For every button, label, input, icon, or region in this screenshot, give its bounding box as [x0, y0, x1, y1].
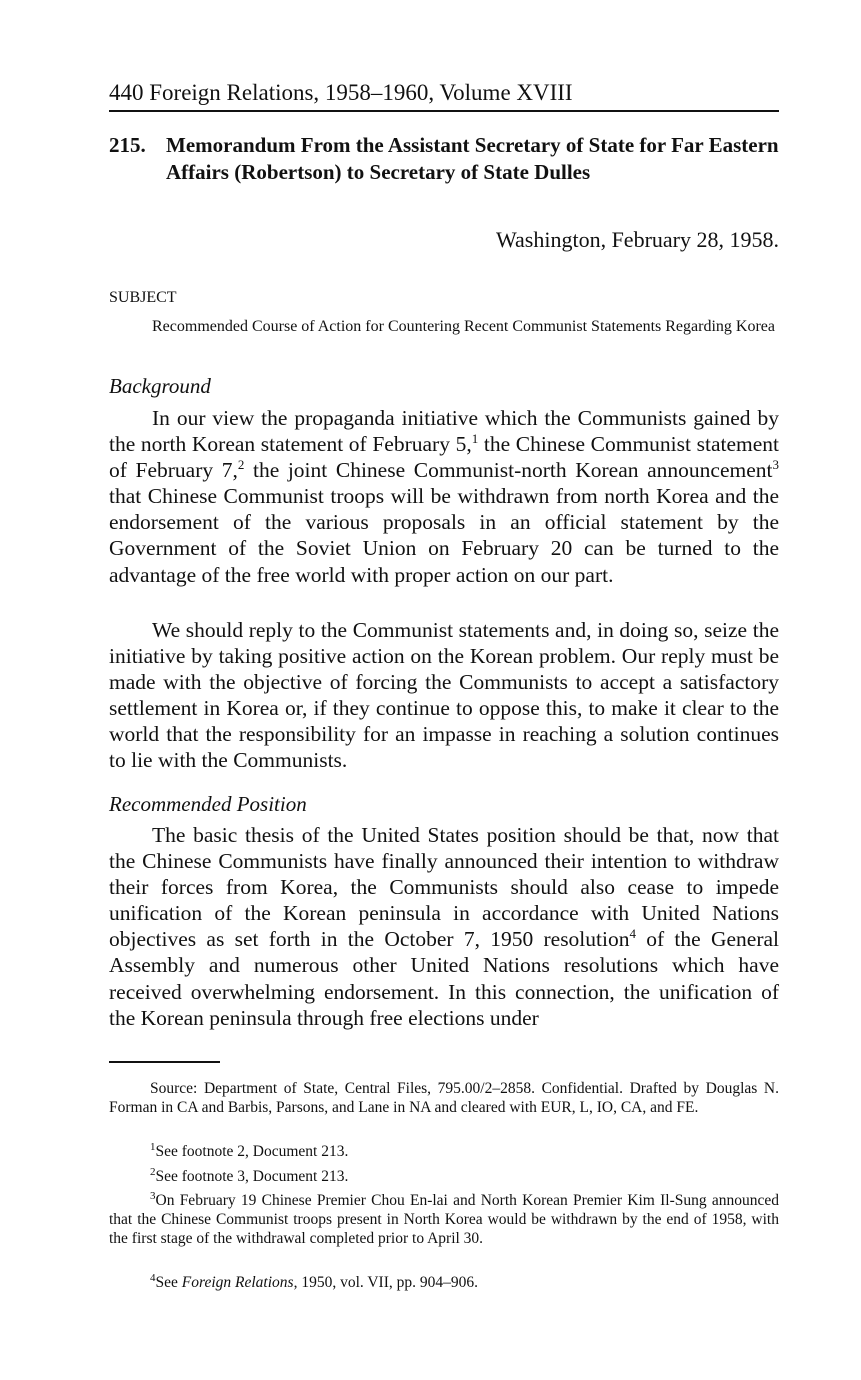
paragraph-2: We should reply to the Communist statements and, in doing so, seize the initiative by taking positive action on the Korean problem. Our reply must be made with the objective of forcing the Communists to accept a satisfactory settlement in Korea or, if they continue to oppose this, to make it clear to the world that the responsibility for an impasse in reaching a solution continues to lie with the Communists.	[109, 618, 779, 773]
footnote-3-text: On February 19 Chinese Premier Chou En-lai and North Korean Premier Kim Il-Sung announced that the Chinese Communist troops present in North Korea would be withdrawn by the end of 1958, with the first stage of the withdrawal completed prior to April 30.	[109, 1192, 779, 1247]
footnote-4-text-pre: See	[155, 1274, 182, 1291]
running-head: 440 Foreign Relations, 1958–1960, Volume XVIII	[109, 78, 779, 112]
document-title-text: Memorandum From the Assistant Secretary of State for Far Eastern Affairs (Robertson) to Secretary of State Dulles	[166, 133, 779, 184]
document-number: 215.	[109, 133, 146, 157]
footnote-1-mark: 1	[150, 1141, 156, 1153]
paragraph-1-text-b: the Chinese Communist statement of February 7,	[109, 432, 779, 483]
document-title	[109, 132, 779, 186]
footnote-ref-4: 4	[629, 926, 636, 942]
footnote-3	[109, 1191, 779, 1248]
paragraph-3-text-b: of the General Assembly and numerous other United Nations resolutions which have received overwhelming endorsement. In this connection, the unification of the Korean peninsula through free elections under	[109, 927, 779, 1030]
paragraph-1-text-d: that Chinese Communist troops will be withdrawn from north Korea and the endorsement of the various proposals in an official statement by the Government of the Soviet Union on February 20 can be turned to the advantage of the free world with proper action on our part.	[109, 484, 779, 587]
subject-text: Recommended Course of Action for Countering Recent Communist Statements Regarding Korea	[152, 318, 775, 335]
footnote-ref-3: 3	[772, 457, 779, 473]
footnote-ref-1: 1	[471, 431, 479, 447]
footnote-2-mark: 2	[150, 1166, 156, 1178]
footnote-1	[109, 1142, 779, 1161]
paragraph-1-text-a: In our view the propaganda initiative which the Communists gained by the north Korean statement of February 5,	[109, 406, 779, 457]
footnote-ref-2: 2	[237, 457, 245, 473]
footnote-4-text-post: , 1950, vol. VII, pp. 904–906.	[293, 1274, 478, 1291]
background-heading: Background	[109, 374, 211, 398]
footnote-1-text: See footnote 2, Document 213.	[155, 1143, 349, 1160]
footnote-3-mark: 3	[150, 1190, 156, 1202]
footnote-4-italic: Foreign Relations	[181, 1274, 294, 1291]
footnote-2-text: See footnote 3, Document 213.	[155, 1168, 349, 1185]
paragraph-1	[109, 405, 779, 588]
footnote-4-mark: 4	[150, 1272, 156, 1284]
recommended-position-heading: Recommended Position	[109, 792, 307, 816]
footnote-2	[109, 1167, 779, 1186]
footnote-divider	[109, 1061, 220, 1063]
paragraph-3	[109, 822, 779, 1031]
footnote-4	[109, 1273, 779, 1292]
paragraph-3-text-a: The basic thesis of the United States position should be that, now that the Chinese Communists have finally announced their intention to withdraw their forces from Korea, the Communists should also cease to impede unification of the Korean peninsula in accordance with United Nations objectives as set forth in the October 7, 1950 resolution	[109, 823, 779, 952]
subject-label: SUBJECT	[109, 289, 177, 306]
footnote-source: Source: Department of State, Central Files, 795.00/2–2858. Confidential. Drafted by Douglas N. Forman in CA and Barbis, Parsons, and Lane in NA and cleared with EUR, L, IO, CA, and FE.	[109, 1080, 779, 1116]
dateline: Washington, February 28, 1958.	[496, 227, 779, 252]
paragraph-1-text-c: the joint Chinese Communist-north Korean announcement	[244, 458, 773, 483]
